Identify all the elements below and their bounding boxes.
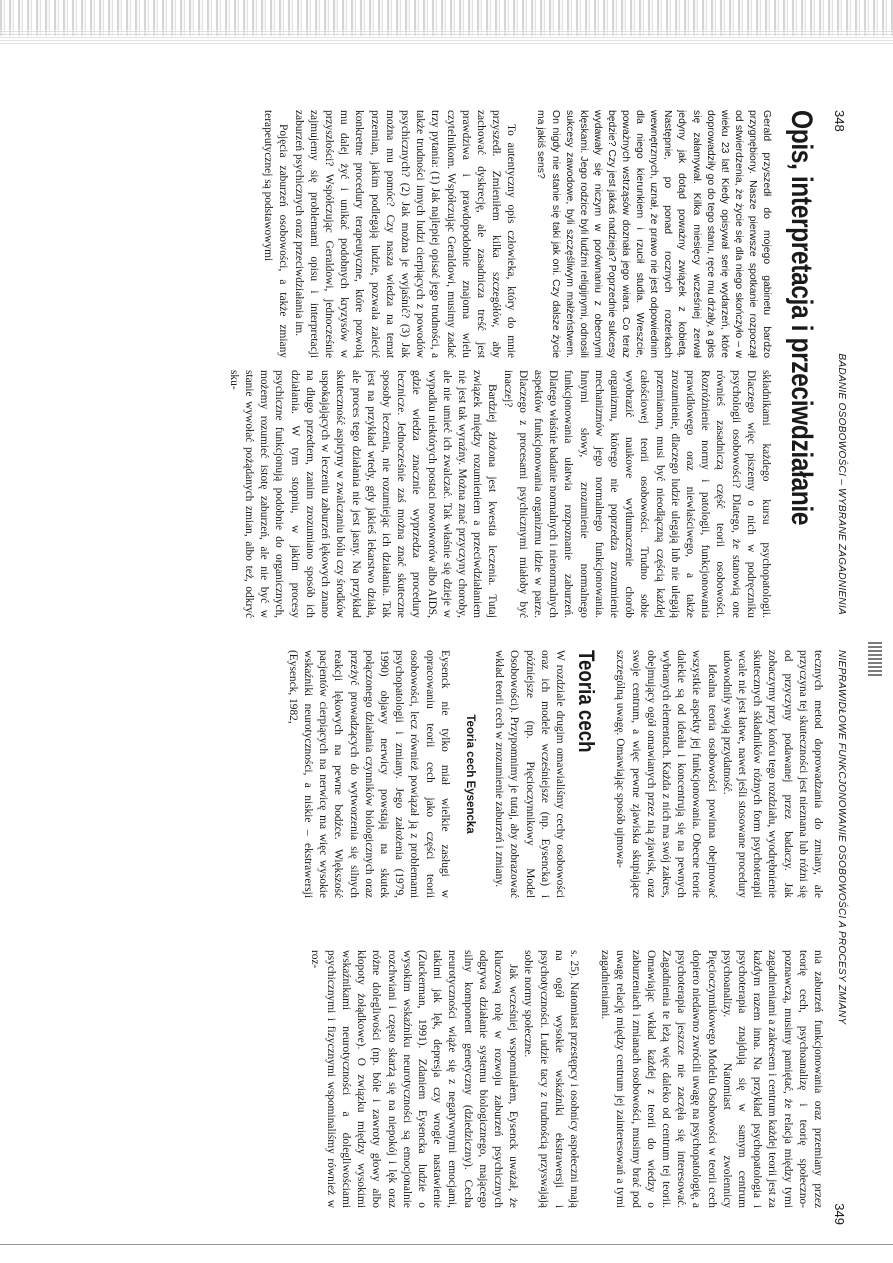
paragraph: Eysenck nie tylko miał wielkie zasługi w opracowaniu teorii cech jako części teorii osobowości, lecz również powiązał ją z problemami psychopatologii i zmiany. Jego założenia (1979, 1990) objawy nerwicy powstają na skutek połączonego działania czynników biologicznych oraz przeżyć prowadzących do wytworzenia się silnych reakcji lękowych na pewne bodźce. Większość pacjentów cierpiących na nerwicę ma więc wysokie wskaźniki neurotyczności, a niskie – ekstrawersji (Eysenck, 1982, <box>286 650 451 898</box>
subsection-title: Teoria cech Eysencka <box>463 714 476 834</box>
paragraph: Pojęcia zaburzeń osobowości, a także zmiany terapeutycznej są podstawowymi <box>262 110 290 358</box>
paragraph: Bardziej złożona jest kwestia leczenia. Tutaj związek między rozumieniem a przeciwdziałaniem nie jest tak wyraźny. Można znać przyczyny choroby, ale nie umieć ich zwalczać. Tak właśnie się dzieje w wypadku niektórych postaci nowotworów albo AIDS, gdzie wiedza znacznie wyprzedza procedury lecznicze. Jednocześnie zaś można znać skuteczne sposoby leczenia, nie rozumiejąc ich działania. Tak jest na przykład wtedy, gdy jakieś lekarstwo działa, ale proces tego działania nie jest jasny. Na przykład skuteczność aspiryny w zwalczaniu bólu czy środków uspokajających w leczeniu zaburzeń lękowych znano na długo przedtem, zanim zrozumiano sposób ich działania. W tym stopniu, w jakim procesy psychiczne funkcjonują podobnie do organicznych, możemy rozumieć istotę zaburzeń, ale nie być w stanie wywołać pożądanych zmian, albo też, odkryć sku- <box>227 370 499 618</box>
running-head-right: NIEPRAWIDŁOWE FUNKCJONOWANIE OSOBOWOŚCI A PROCESY ZMIANY <box>836 650 847 1025</box>
chapter-title: Opis, interpretacja i przeciwdziałanie <box>785 110 818 526</box>
paragraph: Jak wcześniej wspomniałem, Eysenck uważał, że kluczową rolę w rozwoju zaburzeń psychicznych odgrywa działanie systemu biologicznego, mającego silny komponent genetyczny (dziedziczny). Cecha neurotyczności wiąże się z negatywnymi emocjami, takimi jak lęk, depresja czy wrogie nastawienie (Zuckerman, 1991). Zdaniem Eysencka ludzie o wysokim wskaźniku neurotyczności są emocjonalnie rozchwiani i często skarżą się na niepokój i lęk oraz różne dolegliwości (np. bóle i zawroty głowy albo kłopoty żołądkowe). O związku między wysokimi wskaźnikami neurotyczności a dolegliwościami psychicznymi i fizycznymi wspominaliśmy również w roz- <box>309 950 520 1208</box>
paragraph: nia zaburzeń funkcjonowania oraz przemiany przez teorię cech, psychoanalizę i teorię społeczno-poznawczą, musimy pamiętać, że relacja między tymi zagadnieniami a zakresem i centrum każdej teorii jest za każdym razem inna. Na przykład psychopatologia i psychoterapia znajdują się w samym centrum psychoanalizy. Natomiast zwolennicy Pięcioczynnikowego Modelu Osobowości w teorii cech dopiero niedawno zwrócili uwagę na psychopatologię, a psychoterapia jeszcze nie zaczęła się interesować. Zagadnienia te leżą więc daleko od centrum tej teorii. Omawiając wkład każdej z teorii do wiedzy o zaburzeniach i zmianach osobowości, musimy brać pod uwagę relację między centrum jej zainteresowań a tymi zagadnieniami. <box>599 950 824 1208</box>
left-page-column-2 <box>33 370 773 618</box>
section-title: Teoria cech <box>574 650 600 753</box>
running-head-left: BADANIE OSOBOWOŚCI – WYBRANE ZAGADNIENIA <box>836 353 847 615</box>
left-page <box>0 40 893 618</box>
right-page-column-2 <box>35 950 825 1208</box>
paragraph: To autentyczny opis człowieka, który do mnie przyszedł. Zmieniłem kilka szczegółów, aby zachować dyskrecję, ale zasadnicza treść jest prawdziwa i prawdopodobnie znajoma wielu czytelnikom. Współczując Geraldowi, musimy zadać trzy pytania: (1) Jak najlepiej opisać jego trudności, a także trudności innych ludzi cierpiących z powodów psychicznych? (2) Jak można je wyjaśnić? (3) Jak można mu pomóc? Czy nasza wiedza na temat przemian, jakim podlegają ludzie, pozwala zalecić konkretne procedury terapeutyczne, które pozwolą mu dalej żyć i unikać podobnych kryzysów w przyszłości? Współczując Geraldowi, jednocześnie zajmujemy się problemami opisu i interpretacji zaburzeń psychicznych oraz przeciwdziałania im. <box>292 110 518 358</box>
paragraph: składnikami każdego kursu psychopatologii. Dlaczego więc piszemy o nich w podręczniku psychologii osobowości? Dlatego, że stanowią one równieś zasadniczą część teorii osobowości. Rozróżnienie normy i patologii, funkcjonowania prawidłowego oraz niewłaściwego, a także zrozumienie, dlaczego ludzie ulegają lub nie ulegają przemianom, musi być nieodłączną częścią każdej całościowej teorii osobowości. Trudno sobie wyobrazić naukowe wytłumaczenie chorób organizmu, którego nie poprzedza zrozumienie mechanizmów jego normalnego funkcjonowania. Innymi słowy, zrozumienie normalnego funkcjonowania ułatwia rozpoznanie zaburzeń. Dlatego właśnie badanie normalnych i nienormalnych aspektów funkcjonowania organizmu idzie w parze. Dlaczego z procesami psychicznymi miałoby być inaczej? <box>501 370 772 618</box>
paragraph: tecznych metod doprowadzania do zmiany, ale przyczyna tej skuteczności jest nieznana lub różni się od przyczyny podawanej przez badaczy. Jak zobaczymy przy końcu tego rozdziału, wyodrębnienie skutecznych składników różnych form psychoterapii wcale nie jest łatwe, nawet jeśli stosowane procedury udowodniły swoją przydatność. <box>720 650 824 898</box>
page-number-left: 348 <box>832 110 847 132</box>
case-intro-paragraph: Gerald przyszedł do mojego gabinetu bardzo przygnębiony. Nasze pierwsze spotkanie rozpoczął od stwierdzenia, że życie się dla niego skończyło – w wieku 23 lat! Kiedy opisywał serię wydarzeń, które doprowadziły go do tego stanu, ręce mu drżały, a głos się załamywał. Kilka miesięcy wcześniej zerwał jedyny jak dotąd poważny związek z kobietą. Następnie, po ponad rocznych rozterkach wewnętrznych, uznał, że prawo nie jest odpowiednim dla niego kierunkiem i rzucił studia. Wreszcie, poważnych wstrząsów doznała jego wiara. Co teraz będzie? Czy jest jakaś nadzieja? Poprzednie sukcesy wydawały się niczym w porównaniu z obecnymi klęskami. Jego rodzice byli ludźmi religijnymi, odnosili sukcesy zawodowe, byli szczęśliwym małżeństwem. On nigdy nie stanie się taki jak oni. Czy dalsze życie ma jakiś sens? <box>535 110 772 358</box>
left-page-column-1 <box>33 110 773 358</box>
page-number-right: 349 <box>832 1203 847 1225</box>
paragraph: W rozdziale drugim omawialiśmy cechy osobowości oraz ich modele wcześniejsze (np. Eysencka) i późniejsze (np. Pięcioczynnikowy Model Osobowości). Przypomnimy je tutaj, aby zobrazować wkład teorii cech w zrozumienie zaburzeń i zmiany. <box>493 650 566 898</box>
right-page-column-1 <box>35 650 825 898</box>
paragraph: s. 25). Natomiast przestępcy i osobnicy aspołeczni mają na ogół wysokie wskaźniki ekstrawersji i psychotyczności. Ludzie tacy z trudnością przyswajają sobie normy społeczne. <box>522 950 580 1208</box>
paragraph: Idealna teoria osobowości powinna obejmować wszystkie aspekty jej funkcjonowania. Obecne teorie dalekie są od ideału i koncentrują się na pewnych wybranych elementach. Każda z nich ma swój zakres, obejmujący ogół omawianych przez nią zjawisk, oraz swoje centrum, a więc pewne zjawiska skupiające szczególną uwagę. Omawiając sposób ujmowa- <box>614 650 718 898</box>
right-page <box>0 650 893 1225</box>
